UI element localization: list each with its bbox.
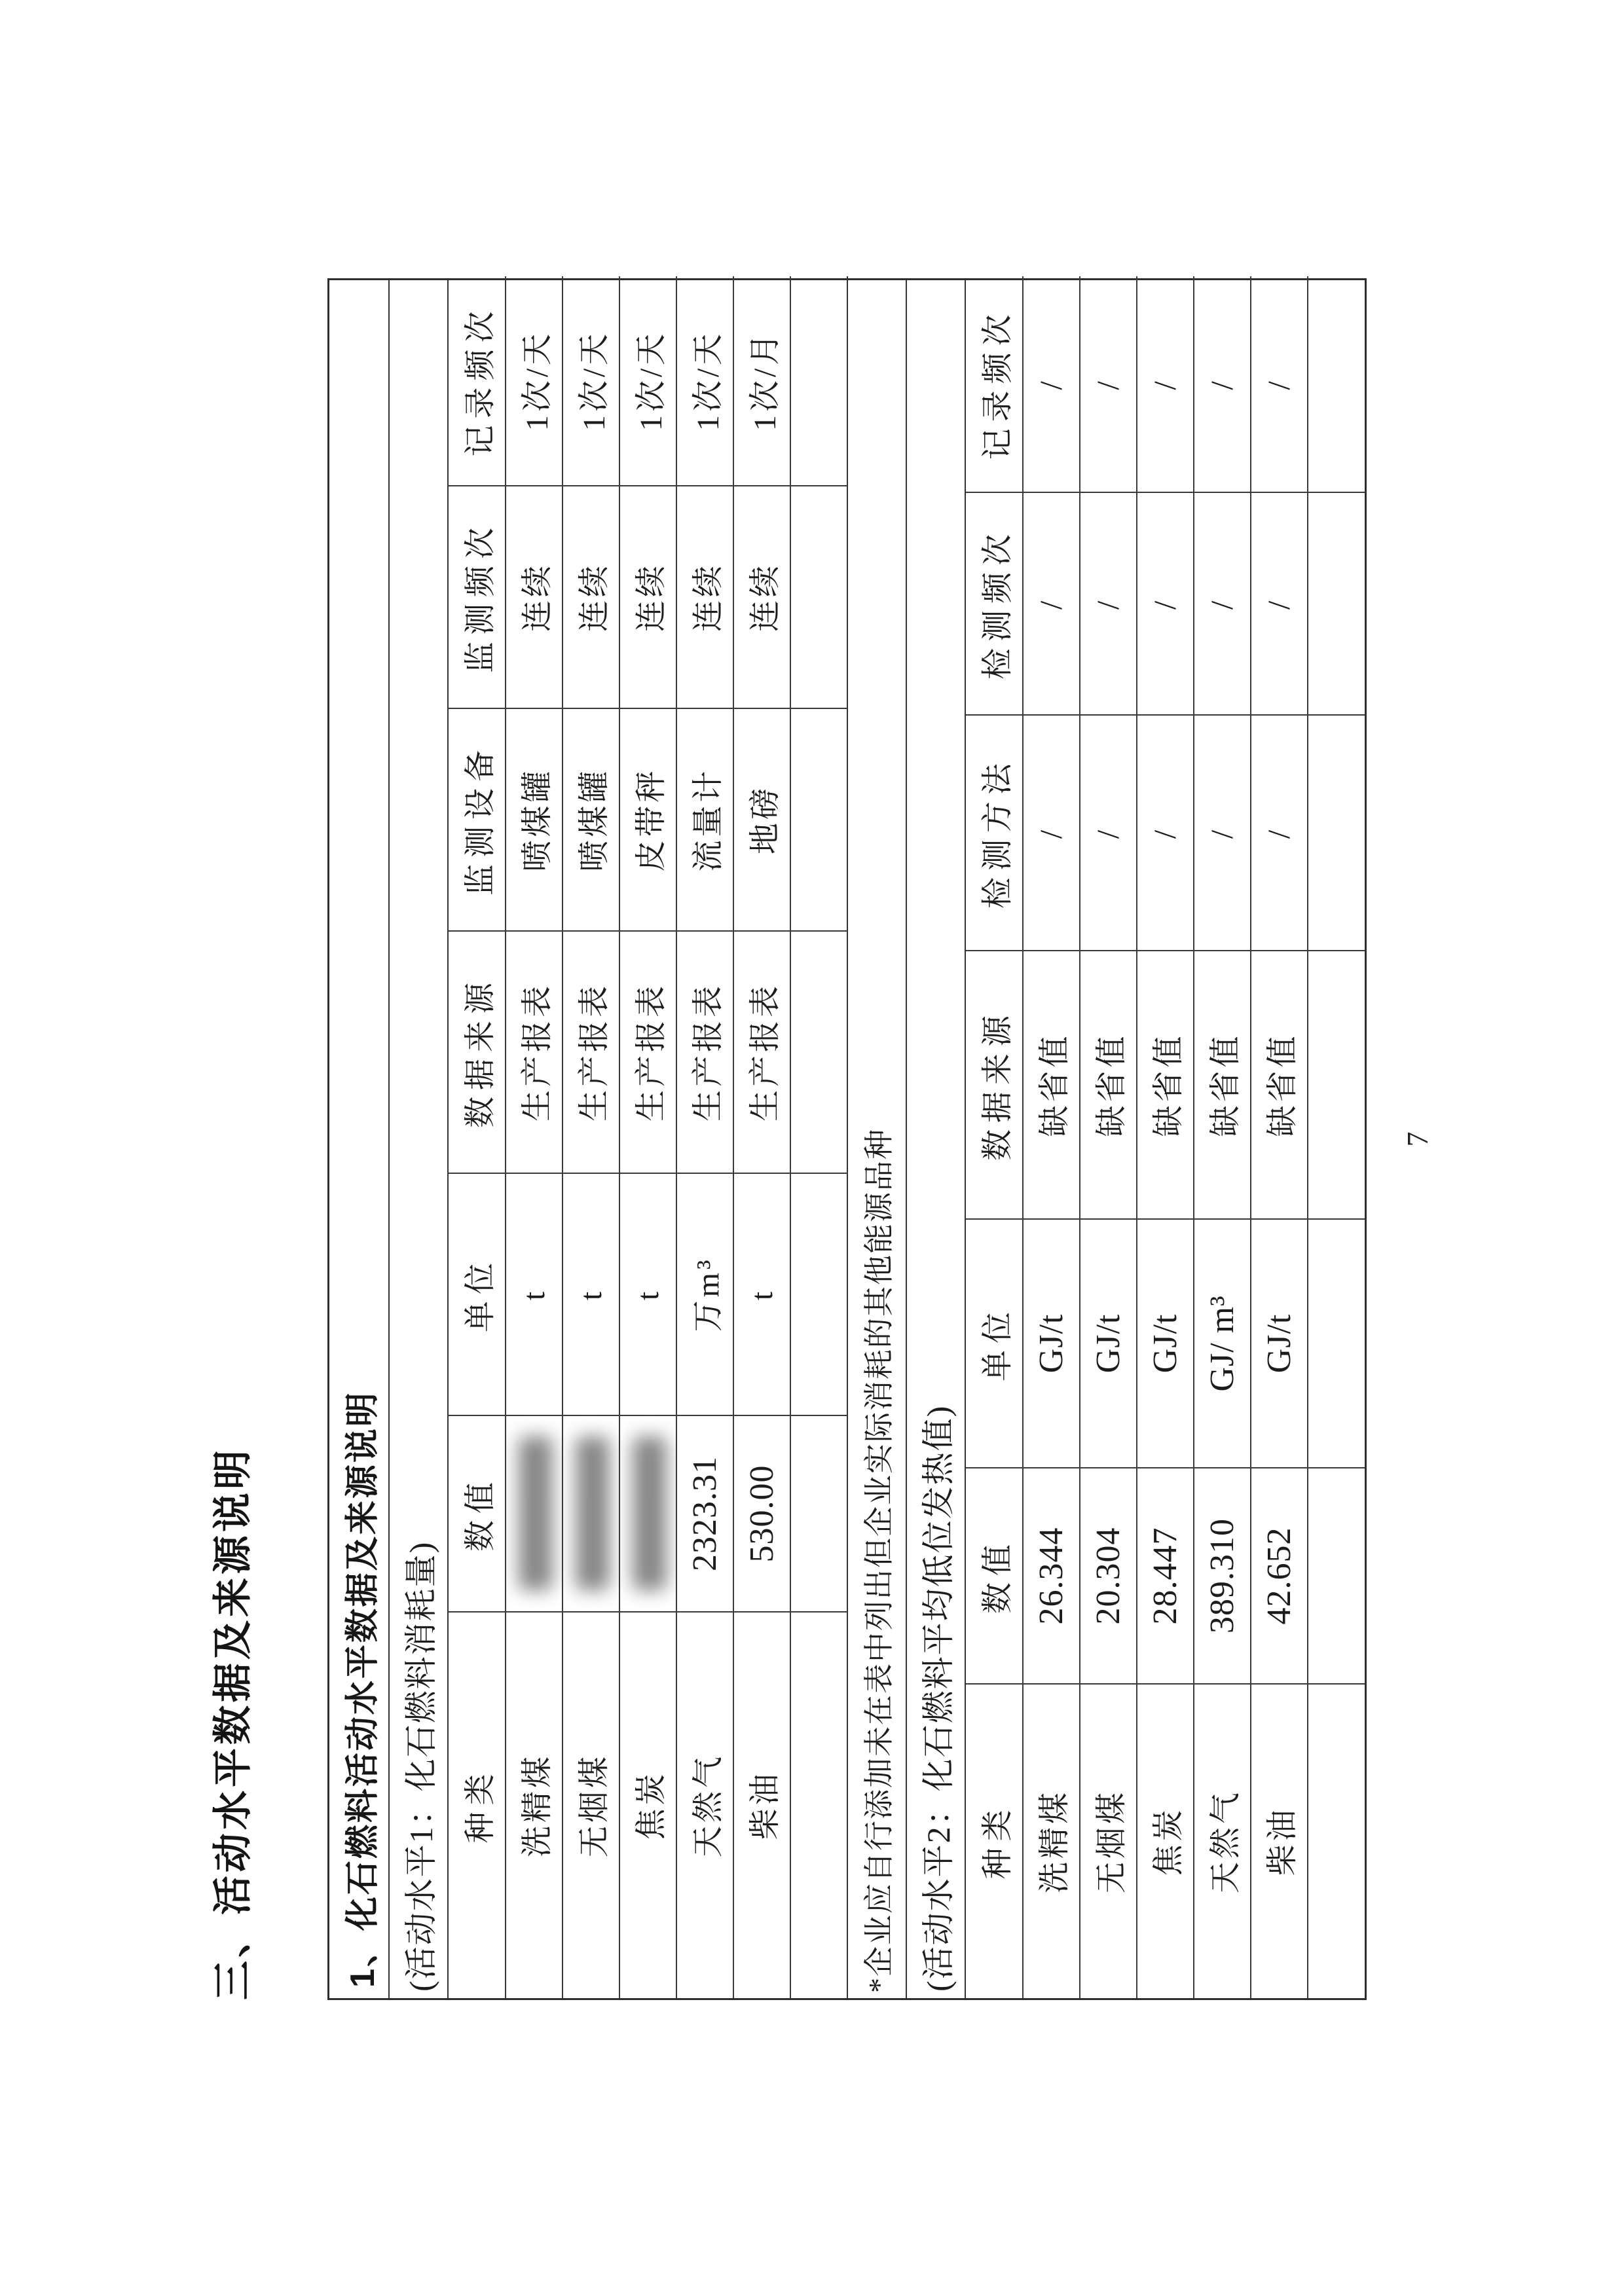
redacted-value-blur: [633, 1437, 667, 1591]
cell: 洗精煤: [506, 1612, 563, 1998]
cell: GJ/t: [1080, 1219, 1137, 1468]
header-cell: 记录频次: [449, 276, 506, 486]
cell: [790, 1612, 847, 1998]
cell: [1308, 1219, 1365, 1468]
cell: 530.00: [733, 1415, 790, 1612]
table-row: [563, 276, 619, 1998]
cell: 缺省值: [1194, 951, 1251, 1219]
cell: 洗精煤: [1023, 1684, 1080, 1998]
cell: [790, 1173, 847, 1415]
redacted-value-blur: [576, 1437, 610, 1591]
cell: /: [1194, 492, 1251, 715]
cell: 柴油: [733, 1612, 790, 1998]
cell: 20.304: [1080, 1468, 1137, 1684]
cell: [1308, 276, 1365, 492]
cell: 柴油: [1251, 1684, 1308, 1998]
table-row: [1137, 276, 1194, 1998]
cell: /: [1080, 492, 1137, 715]
cell: /: [1023, 715, 1080, 951]
cell: 1次/天: [676, 276, 733, 486]
page-number: 7: [1401, 1131, 1434, 1147]
cell: 生产报表: [619, 931, 676, 1173]
cell: /: [1194, 715, 1251, 951]
table-row: [1080, 276, 1137, 1998]
table-row: [1251, 276, 1308, 1998]
cell: 389.310: [1194, 1468, 1251, 1684]
section-heading: 1、化石燃料活动水平数据及来源说明: [329, 280, 390, 1998]
header-cell: 数值: [449, 1415, 506, 1612]
cell: 无烟煤: [563, 1612, 619, 1998]
content-border-box: [327, 278, 1367, 2000]
cell: 生产报表: [563, 931, 619, 1173]
header-cell: 数据来源: [449, 931, 506, 1173]
cell: 42.652: [1251, 1468, 1308, 1684]
cell: /: [1251, 715, 1308, 951]
table-row: [1194, 276, 1251, 1998]
table-row-empty: [790, 276, 847, 1998]
header-cell: 种类: [966, 1684, 1023, 1998]
cell: GJ/t: [1137, 1219, 1194, 1468]
cell: 26.344: [1023, 1468, 1080, 1684]
header-cell: 记录频次: [966, 276, 1023, 492]
subheading-activity-level-2: (活动水平2：化石燃料平均低位发热值): [907, 280, 966, 1998]
cell: 28.447: [1137, 1468, 1194, 1684]
cell: 焦炭: [619, 1612, 676, 1998]
cell: [1308, 1468, 1365, 1684]
cell: 生产报表: [506, 931, 563, 1173]
header-cell: 单位: [966, 1219, 1023, 1468]
cell: 皮带秤: [619, 708, 676, 931]
header-cell: 监测设备: [449, 708, 506, 931]
cell: 1次/月: [733, 276, 790, 486]
redacted-value-blur: [519, 1437, 553, 1591]
cell: [563, 1415, 619, 1612]
cell: 连续: [676, 486, 733, 708]
cell: 1次/天: [619, 276, 676, 486]
table-footnote: *企业应自行添加未在表中列出但企业实际消耗的其他能源品种: [848, 280, 907, 1998]
cell: /: [1194, 276, 1251, 492]
heating-value-table: [966, 276, 1365, 1998]
table-row-empty: [1308, 276, 1365, 1998]
cell: GJ/t: [1251, 1219, 1308, 1468]
table-row: [506, 276, 563, 1998]
cell: 生产报表: [733, 931, 790, 1173]
header-cell: 单位: [449, 1173, 506, 1415]
cell: 喷煤罐: [506, 708, 563, 931]
cell: 连续: [619, 486, 676, 708]
cell: 地磅: [733, 708, 790, 931]
cell: [1308, 1684, 1365, 1998]
cell: 缺省值: [1080, 951, 1137, 1219]
header-cell: 检测频次: [966, 492, 1023, 715]
cell: 连续: [733, 486, 790, 708]
cell: 天然气: [1194, 1684, 1251, 1998]
cell: 缺省值: [1023, 951, 1080, 1219]
cell: 万m³: [676, 1173, 733, 1415]
cell: [790, 931, 847, 1173]
cell: 流量计: [676, 708, 733, 931]
subheading-activity-level-1: (活动水平1：化石燃料消耗量): [390, 280, 449, 1998]
cell: 喷煤罐: [563, 708, 619, 931]
cell: [1308, 492, 1365, 715]
cell: 连续: [506, 486, 563, 708]
cell: /: [1023, 276, 1080, 492]
cell: /: [1137, 276, 1194, 492]
cell: t: [563, 1173, 619, 1415]
table-header-row: [966, 276, 1023, 1998]
table-row: [733, 276, 790, 1998]
cell: 生产报表: [676, 931, 733, 1173]
header-cell: 数据来源: [966, 951, 1023, 1219]
cell: t: [506, 1173, 563, 1415]
cell: 1次/天: [563, 276, 619, 486]
cell: /: [1023, 492, 1080, 715]
table-row: [676, 276, 733, 1998]
fuel-consumption-table: [449, 276, 848, 1998]
table-row: [1023, 276, 1080, 1998]
cell: t: [733, 1173, 790, 1415]
cell: /: [1137, 492, 1194, 715]
cell: 焦炭: [1137, 1684, 1194, 1998]
cell: [790, 276, 847, 486]
header-cell: 数值: [966, 1468, 1023, 1684]
cell: 2323.31: [676, 1415, 733, 1612]
cell: 1次/天: [506, 276, 563, 486]
cell: 连续: [563, 486, 619, 708]
cell: 天然气: [676, 1612, 733, 1998]
header-cell: 检测方法: [966, 715, 1023, 951]
cell: [619, 1415, 676, 1612]
table-row: [619, 276, 676, 1998]
cell: t: [619, 1173, 676, 1415]
cell: /: [1080, 715, 1137, 951]
cell: /: [1137, 715, 1194, 951]
cell: [1308, 715, 1365, 951]
cell: GJ/t: [1023, 1219, 1080, 1468]
cell: GJ/ m³: [1194, 1219, 1251, 1468]
cell: [506, 1415, 563, 1612]
cell: 缺省值: [1251, 951, 1308, 1219]
header-cell: 种类: [449, 1612, 506, 1998]
cell: 缺省值: [1137, 951, 1194, 1219]
page-title: 三、活动水平数据及来源说明: [211, 1447, 255, 2000]
cell: [790, 1415, 847, 1612]
cell: /: [1080, 276, 1137, 492]
cell: /: [1251, 276, 1308, 492]
cell: 无烟煤: [1080, 1684, 1137, 1998]
table-header-row: [449, 276, 506, 1998]
header-cell: 监测频次: [449, 486, 506, 708]
cell: [790, 708, 847, 931]
cell: /: [1251, 492, 1308, 715]
cell: [790, 486, 847, 708]
cell: [1308, 951, 1365, 1219]
